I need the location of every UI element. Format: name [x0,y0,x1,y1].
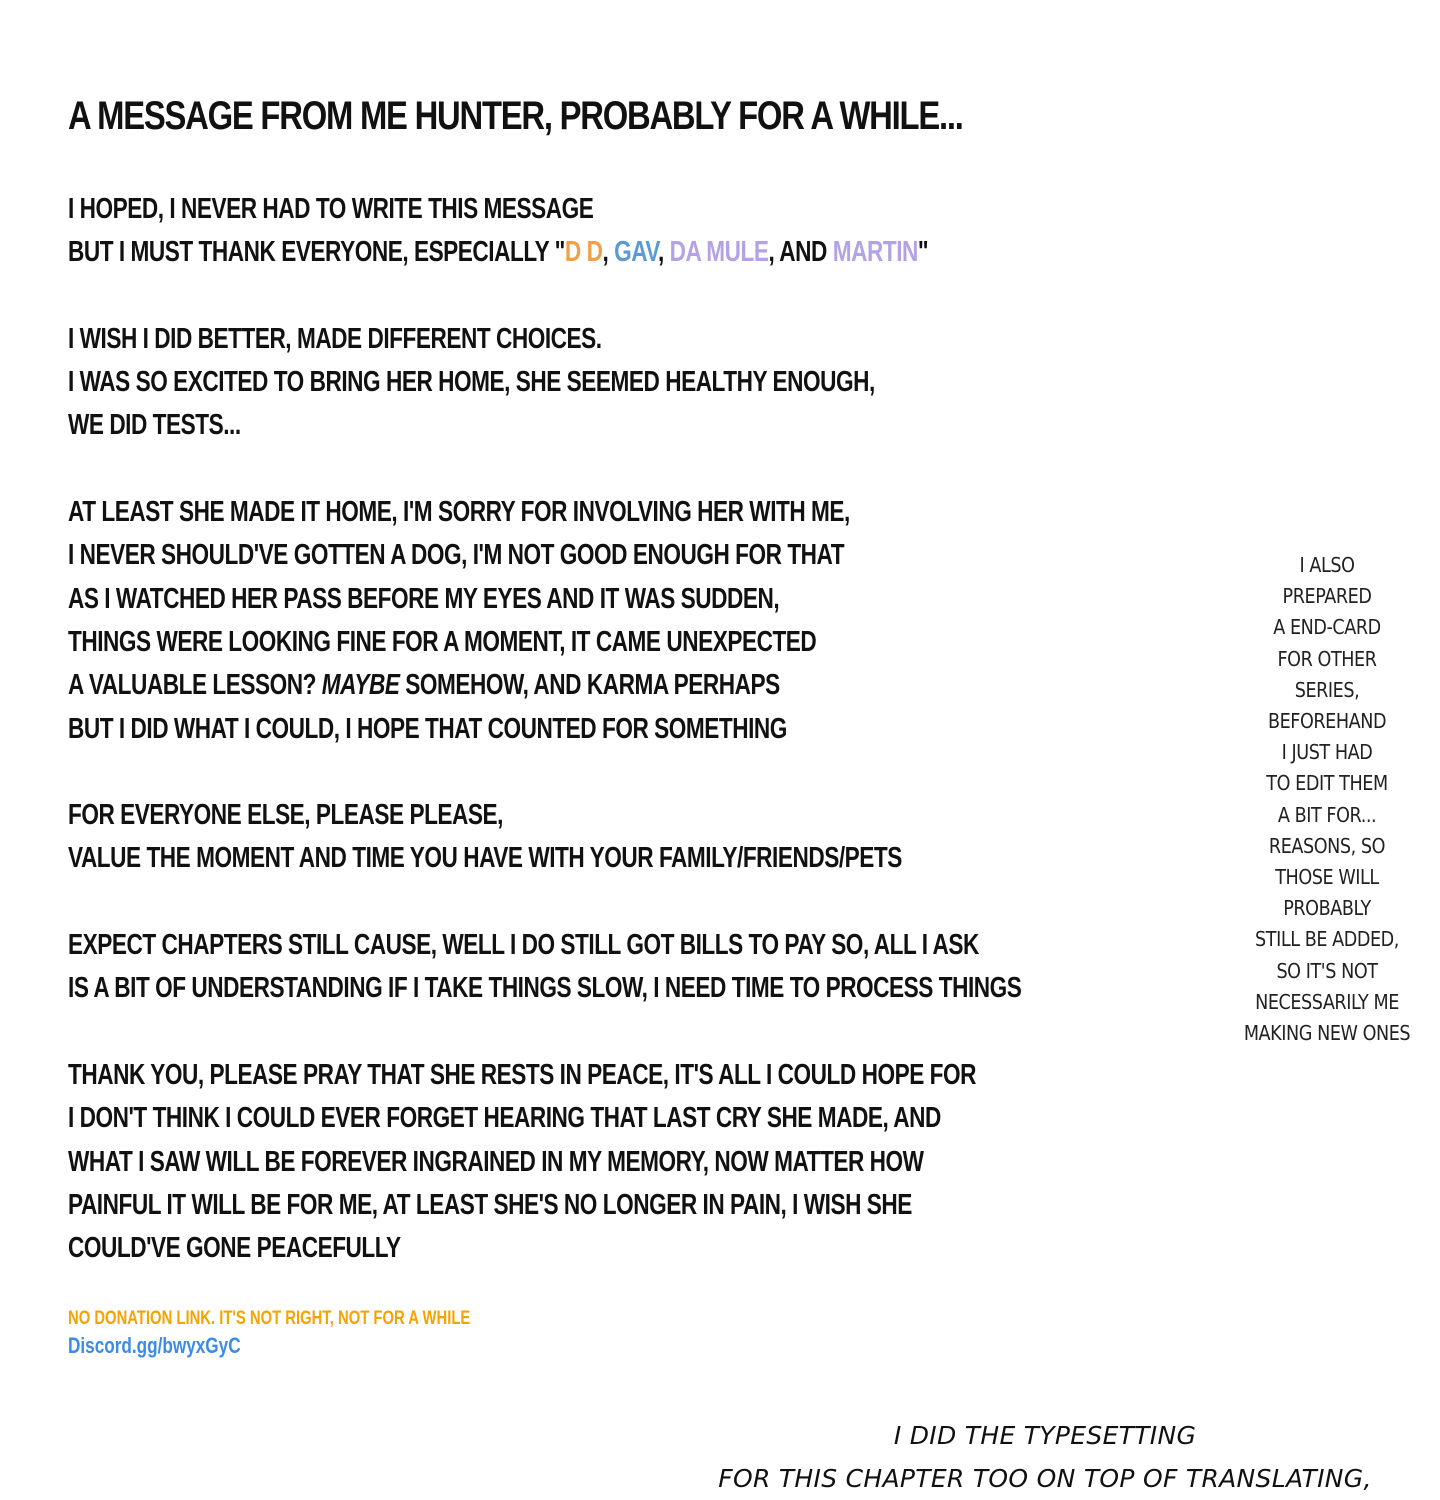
text-line: VALUE THE MOMENT AND TIME YOU HAVE WITH YOUR FAMILY/FRIENDS/PETS [68,842,902,875]
footer [68,1306,470,1360]
name-martin: MARTIN [832,236,918,269]
text-line: COULD'VE GONE PEACEFULLY [68,1232,401,1265]
side-note-line: A BIT FOR... [1277,802,1377,827]
side-note-line: I JUST HAD [1281,740,1373,765]
side-note-line: A END-CARD [1273,615,1381,640]
name-dd: D D [564,236,603,269]
text-line: BUT I DID WHAT I COULD, I HOPE THAT COUNTED FOR SOMETHING [68,712,787,745]
intro-paragraph [68,188,1021,275]
translator-note-line: FOR THIS CHAPTER TOO ON TOP OF TRANSLATING, [718,1464,1372,1493]
chapters-paragraph [68,924,1021,1011]
side-note-line: SO IT'S NOT [1276,958,1378,983]
lesson-line [68,664,1021,707]
thanks-prefix: BUT I MUST THANK EVERYONE, ESPECIALLY " [68,236,565,269]
thanks-line [68,231,1021,274]
name-gav: GAV [614,236,658,269]
side-note-line: TO EDIT THEM [1266,771,1388,796]
value-paragraph [68,794,1021,881]
text-line: I DON'T THINK I COULD EVER FORGET HEARING THAT LAST CRY SHE MADE, AND [68,1102,941,1135]
name-da-mule: DA MULE [669,236,769,269]
separator: , [602,236,615,269]
text-line: PAINFUL IT WILL BE FOR ME, AT LEAST SHE'S NO LONGER IN PAIN, I WISH SHE [68,1188,912,1221]
intro-line: I HOPED, I NEVER HAD TO WRITE THIS MESSAGE [68,193,594,225]
text-line: WE DID TESTS... [68,409,241,442]
donation-notice: NO DONATION LINK. IT'S NOT RIGHT, NOT FOR A WHILE [68,1308,471,1329]
side-note [1228,550,1426,1049]
text-line: EXPECT CHAPTERS STILL CAUSE, WELL I DO STILL GOT BILLS TO PAY SO, ALL I ASK [68,929,979,962]
regret-paragraph [68,318,1021,448]
text-line: IS A BIT OF UNDERSTANDING IF I TAKE THINGS SLOW, I NEED TIME TO PROCESS THINGS [68,972,1022,1005]
page-title: A MESSAGE FROM ME HUNTER, PROBABLY FOR A WHILE... [68,94,963,138]
message-body [68,188,1021,1314]
text-line: I WISH I DID BETTER, MADE DIFFERENT CHOICES. [68,322,602,355]
side-note-line: THOSE WILL [1275,865,1379,890]
text-line: FOR EVERYONE ELSE, PLEASE PLEASE, [68,799,503,832]
text-line: THANK YOU, PLEASE PRAY THAT SHE RESTS IN PEACE, IT'S ALL I COULD HOPE FOR [68,1058,976,1091]
separator: , AND [768,236,833,269]
side-note-line: PREPARED [1282,584,1372,609]
text-line: AT LEAST SHE MADE IT HOME, I'M SORRY FOR INVOLVING HER WITH ME, [68,496,850,529]
text-line: AS I WATCHED HER PASS BEFORE MY EYES AND IT WAS SUDDEN, [68,582,780,615]
thanks-suffix: " [917,236,929,269]
loss-paragraph [68,491,1021,751]
text-line: I NEVER SHOULD'VE GOTTEN A DOG, I'M NOT GOOD ENOUGH FOR THAT [68,539,845,572]
side-note-line: FOR OTHER [1277,646,1377,671]
side-note-line: REASONS, SO [1268,833,1386,858]
side-note-line: MAKING NEW ONES [1243,1021,1411,1046]
side-note-line: I ALSO [1299,553,1355,577]
closing-paragraph [68,1054,1021,1270]
translator-note [700,1414,1390,1500]
side-note-line: STILL BE ADDED, [1255,927,1399,952]
separator: , [657,236,670,269]
lesson-suffix: SOMEHOW, AND KARMA PERHAPS [399,669,780,702]
text-line: WHAT I SAW WILL BE FOREVER INGRAINED IN MY MEMORY, NOW MATTER HOW [68,1145,924,1178]
side-note-line: BEFOREHAND [1267,709,1387,734]
text-line: I WAS SO EXCITED TO BRING HER HOME, SHE SEEMED HEALTHY ENOUGH, [68,366,875,399]
text-line: THINGS WERE LOOKING FINE FOR A MOMENT, IT CAME UNEXPECTED [68,625,817,658]
discord-link[interactable]: Discord.gg/bwyxGyC [68,1333,241,1358]
translator-note-line: I DID THE TYPESETTING [893,1421,1197,1450]
lesson-prefix: A VALUABLE LESSON? [68,669,322,702]
side-note-line: PROBABLY [1283,896,1371,921]
side-note-line: NECESSARILY ME [1255,989,1399,1014]
side-note-line: SERIES, [1294,677,1360,702]
lesson-emphasis: MAYBE [321,669,400,702]
